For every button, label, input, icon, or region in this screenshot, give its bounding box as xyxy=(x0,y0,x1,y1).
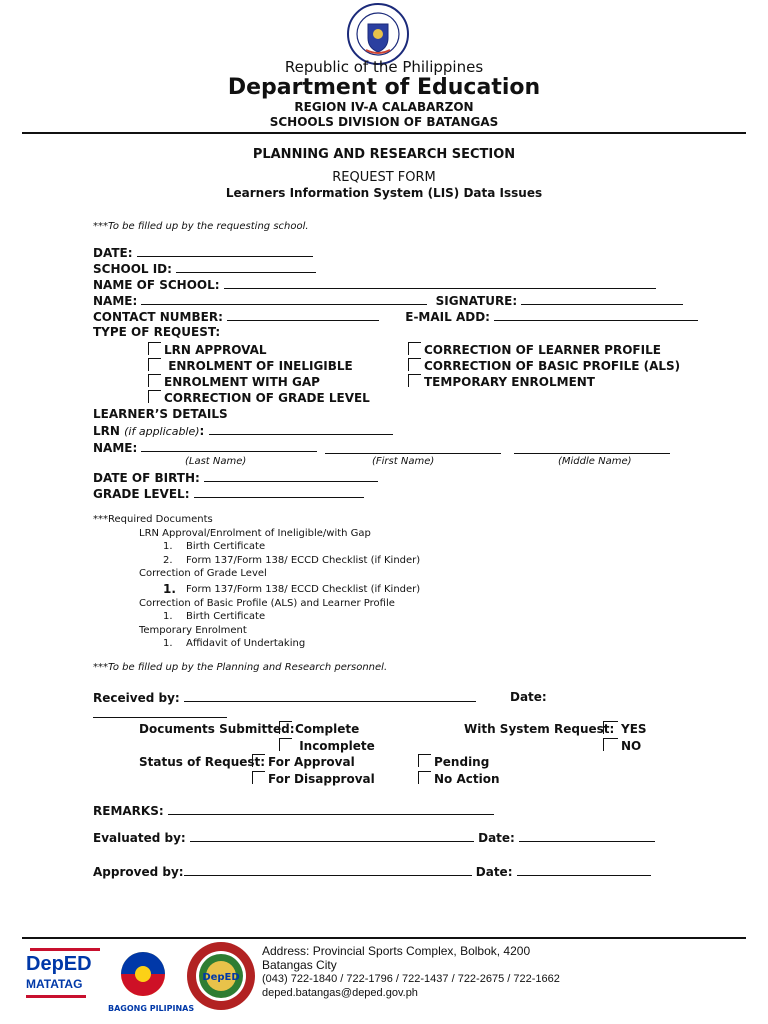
evaluated-date-field[interactable] xyxy=(519,830,655,842)
checkbox-icon xyxy=(252,771,265,784)
checkbox-icon xyxy=(148,358,161,371)
checkbox-icon xyxy=(148,390,161,403)
approved-by-field[interactable] xyxy=(184,864,472,876)
address-line-2: Batangas City xyxy=(262,958,337,972)
last-name-field[interactable] xyxy=(141,440,317,452)
email-label: E-MAIL ADD: xyxy=(405,310,490,324)
checkbox-pending[interactable]: Pending xyxy=(418,754,489,769)
evaluated-by-label: Evaluated by: xyxy=(93,831,186,845)
school-name-label: NAME OF SCHOOL: xyxy=(93,278,220,292)
office-date-field[interactable] xyxy=(93,706,227,718)
section-title: PLANNING AND RESEARCH SECTION xyxy=(252,147,516,162)
checkbox-yes[interactable]: YES xyxy=(603,721,647,736)
checkbox-icon xyxy=(603,721,618,734)
doc-item: Form 137/Form 138/ ECCD Checklist (if Kinder) xyxy=(186,555,421,566)
school-id-label: SCHOOL ID: xyxy=(93,262,172,276)
last-name-caption: (Last Name) xyxy=(185,456,247,467)
republic-text: Republic of the Philippines xyxy=(284,58,484,76)
required-group-2: Correction of Grade Level xyxy=(139,568,267,579)
region-text: REGION IV-A CALABARZON xyxy=(294,100,474,114)
division-text: SCHOOLS DIVISION OF BATANGAS xyxy=(269,115,499,129)
checkbox-enrolment-ineligible[interactable]: ENROLMENT OF INELIGIBLE xyxy=(148,358,353,373)
required-group-3: Correction of Basic Profile (ALS) and Learner Profile xyxy=(139,598,395,609)
checkbox-icon xyxy=(418,754,431,767)
footer-divider xyxy=(22,937,746,939)
checkbox-lrn-approval[interactable]: LRN APPROVAL xyxy=(148,342,267,357)
note-school: ***To be filled up by the requesting school. xyxy=(93,221,309,232)
checkbox-for-disapproval[interactable]: For Disapproval xyxy=(252,771,375,786)
learner-name-label: NAME: xyxy=(93,441,138,455)
checkbox-icon xyxy=(603,738,618,751)
checkbox-icon xyxy=(418,771,431,784)
lrn-colon: : xyxy=(199,424,205,438)
approved-date-field[interactable] xyxy=(517,864,651,876)
signature-label: SIGNATURE: xyxy=(435,294,518,308)
checkbox-no-action[interactable]: No Action xyxy=(418,771,500,786)
deped-seal-icon xyxy=(346,2,410,66)
office-date-label: Date: xyxy=(510,690,547,704)
doc-item: Affidavit of Undertaking xyxy=(186,638,306,649)
email-field[interactable] xyxy=(494,309,698,321)
with-system-request-label: With System Request: xyxy=(464,722,615,736)
first-name-caption: (First Name) xyxy=(372,456,435,467)
docs-submitted-label: Documents Submitted: xyxy=(139,722,295,736)
checkbox-no[interactable]: NO xyxy=(603,738,641,753)
type-of-request-label: TYPE OF REQUEST: xyxy=(93,325,221,339)
doc-item: Birth Certificate xyxy=(186,611,266,622)
doc-num: 1. xyxy=(163,638,173,649)
remarks-label: REMARKS: xyxy=(93,804,164,818)
dob-field[interactable] xyxy=(204,470,378,482)
checkbox-complete[interactable]: Complete xyxy=(279,721,359,736)
approved-by-label: Approved by: xyxy=(93,865,184,879)
doc-num: 2. xyxy=(163,555,173,566)
required-docs-heading: ***Required Documents xyxy=(93,514,213,525)
checkbox-correction-basic-profile[interactable]: CORRECTION OF BASIC PROFILE (ALS) xyxy=(408,358,680,373)
form-title: REQUEST FORM xyxy=(332,170,436,185)
footer-address xyxy=(262,944,560,1000)
doc-num: 1. xyxy=(163,611,173,622)
lrn-label: LRN xyxy=(93,424,120,438)
approved-date-label: Date: xyxy=(475,865,513,879)
lrn-note: (if applicable) xyxy=(124,425,200,438)
checkbox-icon xyxy=(252,754,265,767)
doc-num: 1. xyxy=(163,582,176,596)
checkbox-icon xyxy=(408,374,421,387)
checkbox-icon xyxy=(408,358,421,371)
school-id-field[interactable] xyxy=(176,261,316,273)
dob-label: DATE OF BIRTH: xyxy=(93,471,200,485)
checkbox-correction-learner-profile[interactable]: CORRECTION OF LEARNER PROFILE xyxy=(408,342,661,357)
checkbox-enrolment-gap[interactable]: ENROLMENT WITH GAP xyxy=(148,374,320,389)
doc-item: Birth Certificate xyxy=(186,541,266,552)
address-line-1: Address: Provincial Sports Complex, Bolbok, 4200 xyxy=(262,944,531,958)
form-subtitle: Learners Information System (LIS) Data Issues xyxy=(225,186,543,200)
deped-logo-text: DepED xyxy=(26,953,92,975)
contact-email[interactable]: deped.batangas@deped.gov.ph xyxy=(262,987,418,999)
checkbox-correction-grade[interactable]: CORRECTION OF GRADE LEVEL xyxy=(148,390,370,405)
checkbox-incomplete[interactable]: Incomplete xyxy=(279,738,375,753)
middle-name-caption: (Middle Name) xyxy=(558,456,632,467)
received-by-field[interactable] xyxy=(184,690,476,702)
department-title: Department of Education xyxy=(227,75,541,100)
evaluated-date-label: Date: xyxy=(478,831,515,845)
bagong-pilipinas-logo xyxy=(108,948,195,1013)
status-label: Status of Request: xyxy=(139,755,266,769)
checkbox-icon xyxy=(279,738,292,751)
name-label: NAME: xyxy=(93,294,138,308)
checkbox-for-approval[interactable]: For Approval xyxy=(252,754,355,769)
sdo-batangas-seal-icon xyxy=(185,940,257,1012)
note-personnel: ***To be filled up by the Planning and Research personnel. xyxy=(93,662,388,673)
doc-item: Form 137/Form 138/ ECCD Checklist (if Kinder) xyxy=(186,584,421,595)
checkbox-icon xyxy=(408,342,421,355)
deped-matatag-logo xyxy=(26,948,104,1014)
grade-level-field[interactable] xyxy=(194,486,364,498)
svg-text:DepED: DepED xyxy=(202,972,240,983)
remarks-field[interactable] xyxy=(168,803,494,815)
learner-details-heading: LEARNER’S DETAILS xyxy=(93,407,228,421)
header-divider xyxy=(22,132,746,134)
required-group-1: LRN Approval/Enrolment of Ineligible/with Gap xyxy=(139,528,371,539)
bagong-pilipinas-icon xyxy=(108,948,178,1000)
contact-field[interactable] xyxy=(227,309,379,321)
grade-level-label: GRADE LEVEL: xyxy=(93,487,190,501)
school-name-field[interactable] xyxy=(224,277,656,289)
date-field[interactable] xyxy=(137,245,313,257)
date-label: DATE: xyxy=(93,246,133,260)
middle-name-field[interactable] xyxy=(514,442,670,454)
bagong-text: BAGONG PILIPINAS xyxy=(108,1004,195,1013)
contact-label: CONTACT NUMBER: xyxy=(93,310,223,324)
name-field[interactable] xyxy=(141,293,427,305)
matatag-text: MATATAG xyxy=(26,977,83,991)
first-name-field[interactable] xyxy=(325,442,501,454)
doc-num: 1. xyxy=(163,541,173,552)
lrn-field[interactable] xyxy=(209,423,393,435)
checkbox-temporary-enrolment[interactable]: TEMPORARY ENROLMENT xyxy=(408,374,595,389)
checkbox-icon xyxy=(279,721,292,734)
received-by-label: Received by: xyxy=(93,691,180,705)
evaluated-by-field[interactable] xyxy=(190,830,474,842)
checkbox-icon xyxy=(148,342,161,355)
phone-numbers: (043) 722-1840 / 722-1796 / 722-1437 / 722-2675 / 722-1662 xyxy=(262,973,560,985)
signature-field[interactable] xyxy=(521,293,683,305)
required-group-4: Temporary Enrolment xyxy=(139,625,247,636)
checkbox-icon xyxy=(148,374,161,387)
